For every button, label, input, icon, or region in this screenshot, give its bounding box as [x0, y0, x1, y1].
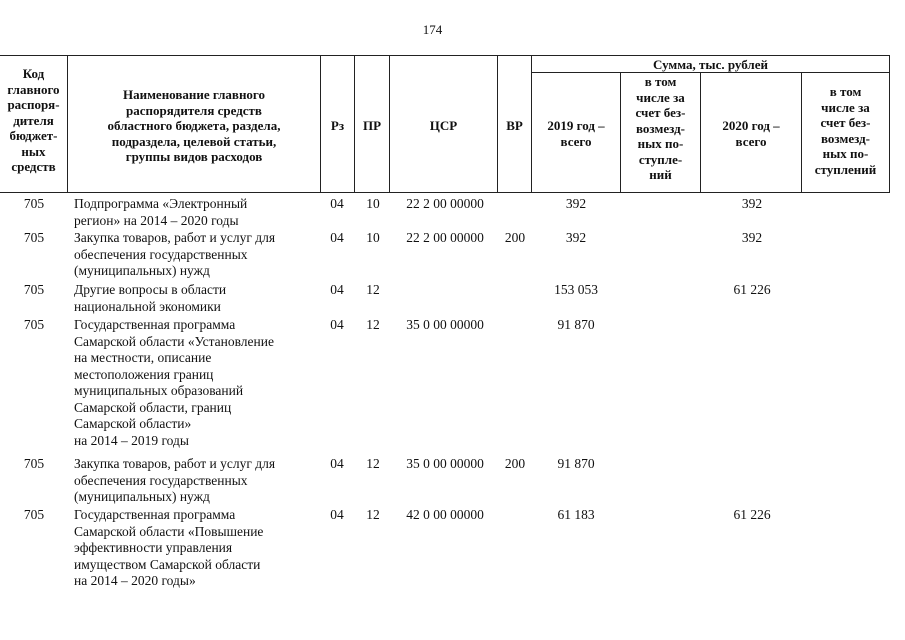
header-sum: Сумма, тыс. рублей — [653, 57, 768, 72]
cell-name: Государственная программа Самарской области «Повышение эффективности управления имуществом Самарской области на 2014 – 2020 годы» — [74, 507, 264, 588]
header-2020-free: в том числе за счет без- возмезд- ных по- ступлений — [814, 84, 877, 177]
header-2019-free: в том числе за счет без- возмезд- ных по- ступле- ний — [635, 74, 686, 182]
col-divider — [67, 55, 68, 193]
cell-name: Закупка товаров, работ и услуг для обеспечения государственных (муниципальных) нужд — [74, 456, 276, 504]
cell-2019-total: 91 870 — [557, 456, 595, 471]
cell-code: 705 — [23, 282, 45, 297]
header-csr: ЦСР — [429, 118, 458, 133]
cell-pr: 12 — [366, 507, 380, 522]
cell-2020-total: 392 — [741, 196, 763, 211]
header-pr: ПР — [362, 118, 382, 133]
cell-rz: 04 — [330, 282, 344, 297]
cell-pr: 12 — [366, 456, 380, 471]
cell-2019-total: 392 — [565, 196, 587, 211]
cell-csr: 35 0 00 00000 — [406, 317, 484, 332]
cell-code: 705 — [23, 507, 45, 522]
header-rz: Рз — [330, 118, 345, 133]
cell-code: 705 — [23, 456, 45, 471]
header-vr: ВР — [506, 118, 523, 133]
page-number: 174 — [422, 22, 443, 37]
header-2020-total: 2020 год – всего — [722, 118, 780, 149]
col-divider — [889, 55, 890, 193]
cell-rz: 04 — [330, 317, 344, 332]
cell-code: 705 — [23, 230, 45, 245]
cell-name: Государственная программа Самарской области «Установление на местности, описание местоположения границ муниципальных образований Самарской области, границ Самарской области» на 2014 – 2019 годы — [74, 317, 274, 448]
cell-pr: 10 — [366, 196, 380, 211]
cell-2020-total: 61 226 — [733, 507, 771, 522]
cell-pr: 10 — [366, 230, 380, 245]
header-bottom-border — [0, 192, 890, 193]
cell-pr: 12 — [366, 282, 380, 297]
cell-name: Другие вопросы в области национальной экономики — [74, 282, 227, 314]
header-code: Код главного распоря- дителя бюджет- ных средств — [7, 66, 60, 174]
cell-rz: 04 — [330, 230, 344, 245]
cell-2020-total: 61 226 — [733, 282, 771, 297]
cell-name: Закупка товаров, работ и услуг для обеспечения государственных (муниципальных) нужд — [74, 230, 276, 278]
cell-code: 705 — [23, 196, 45, 211]
header-name: Наименование главного распорядителя средств областного бюджета, раздела, подраздела, целевой статьи, группы видов расходов — [107, 87, 281, 164]
cell-2019-total: 153 053 — [554, 282, 598, 297]
cell-rz: 04 — [330, 507, 344, 522]
cell-2019-total: 91 870 — [557, 317, 595, 332]
cell-code: 705 — [23, 317, 45, 332]
cell-csr: 22 2 00 00000 — [406, 230, 484, 245]
cell-csr: 42 0 00 00000 — [406, 507, 484, 522]
cell-rz: 04 — [330, 456, 344, 471]
cell-name: Подпрограмма «Электронный регион» на 2014 – 2020 годы — [74, 196, 248, 228]
cell-pr: 12 — [366, 317, 380, 332]
cell-2020-total: 392 — [741, 230, 763, 245]
cell-csr: 22 2 00 00000 — [406, 196, 484, 211]
header-2019-total: 2019 год – всего — [547, 118, 605, 149]
cell-2019-total: 61 183 — [557, 507, 595, 522]
cell-rz: 04 — [330, 196, 344, 211]
cell-csr: 35 0 00 00000 — [406, 456, 484, 471]
cell-vr: 200 — [504, 230, 526, 245]
cell-2019-total: 392 — [565, 230, 587, 245]
cell-vr: 200 — [504, 456, 526, 471]
header-top-border — [0, 55, 890, 56]
